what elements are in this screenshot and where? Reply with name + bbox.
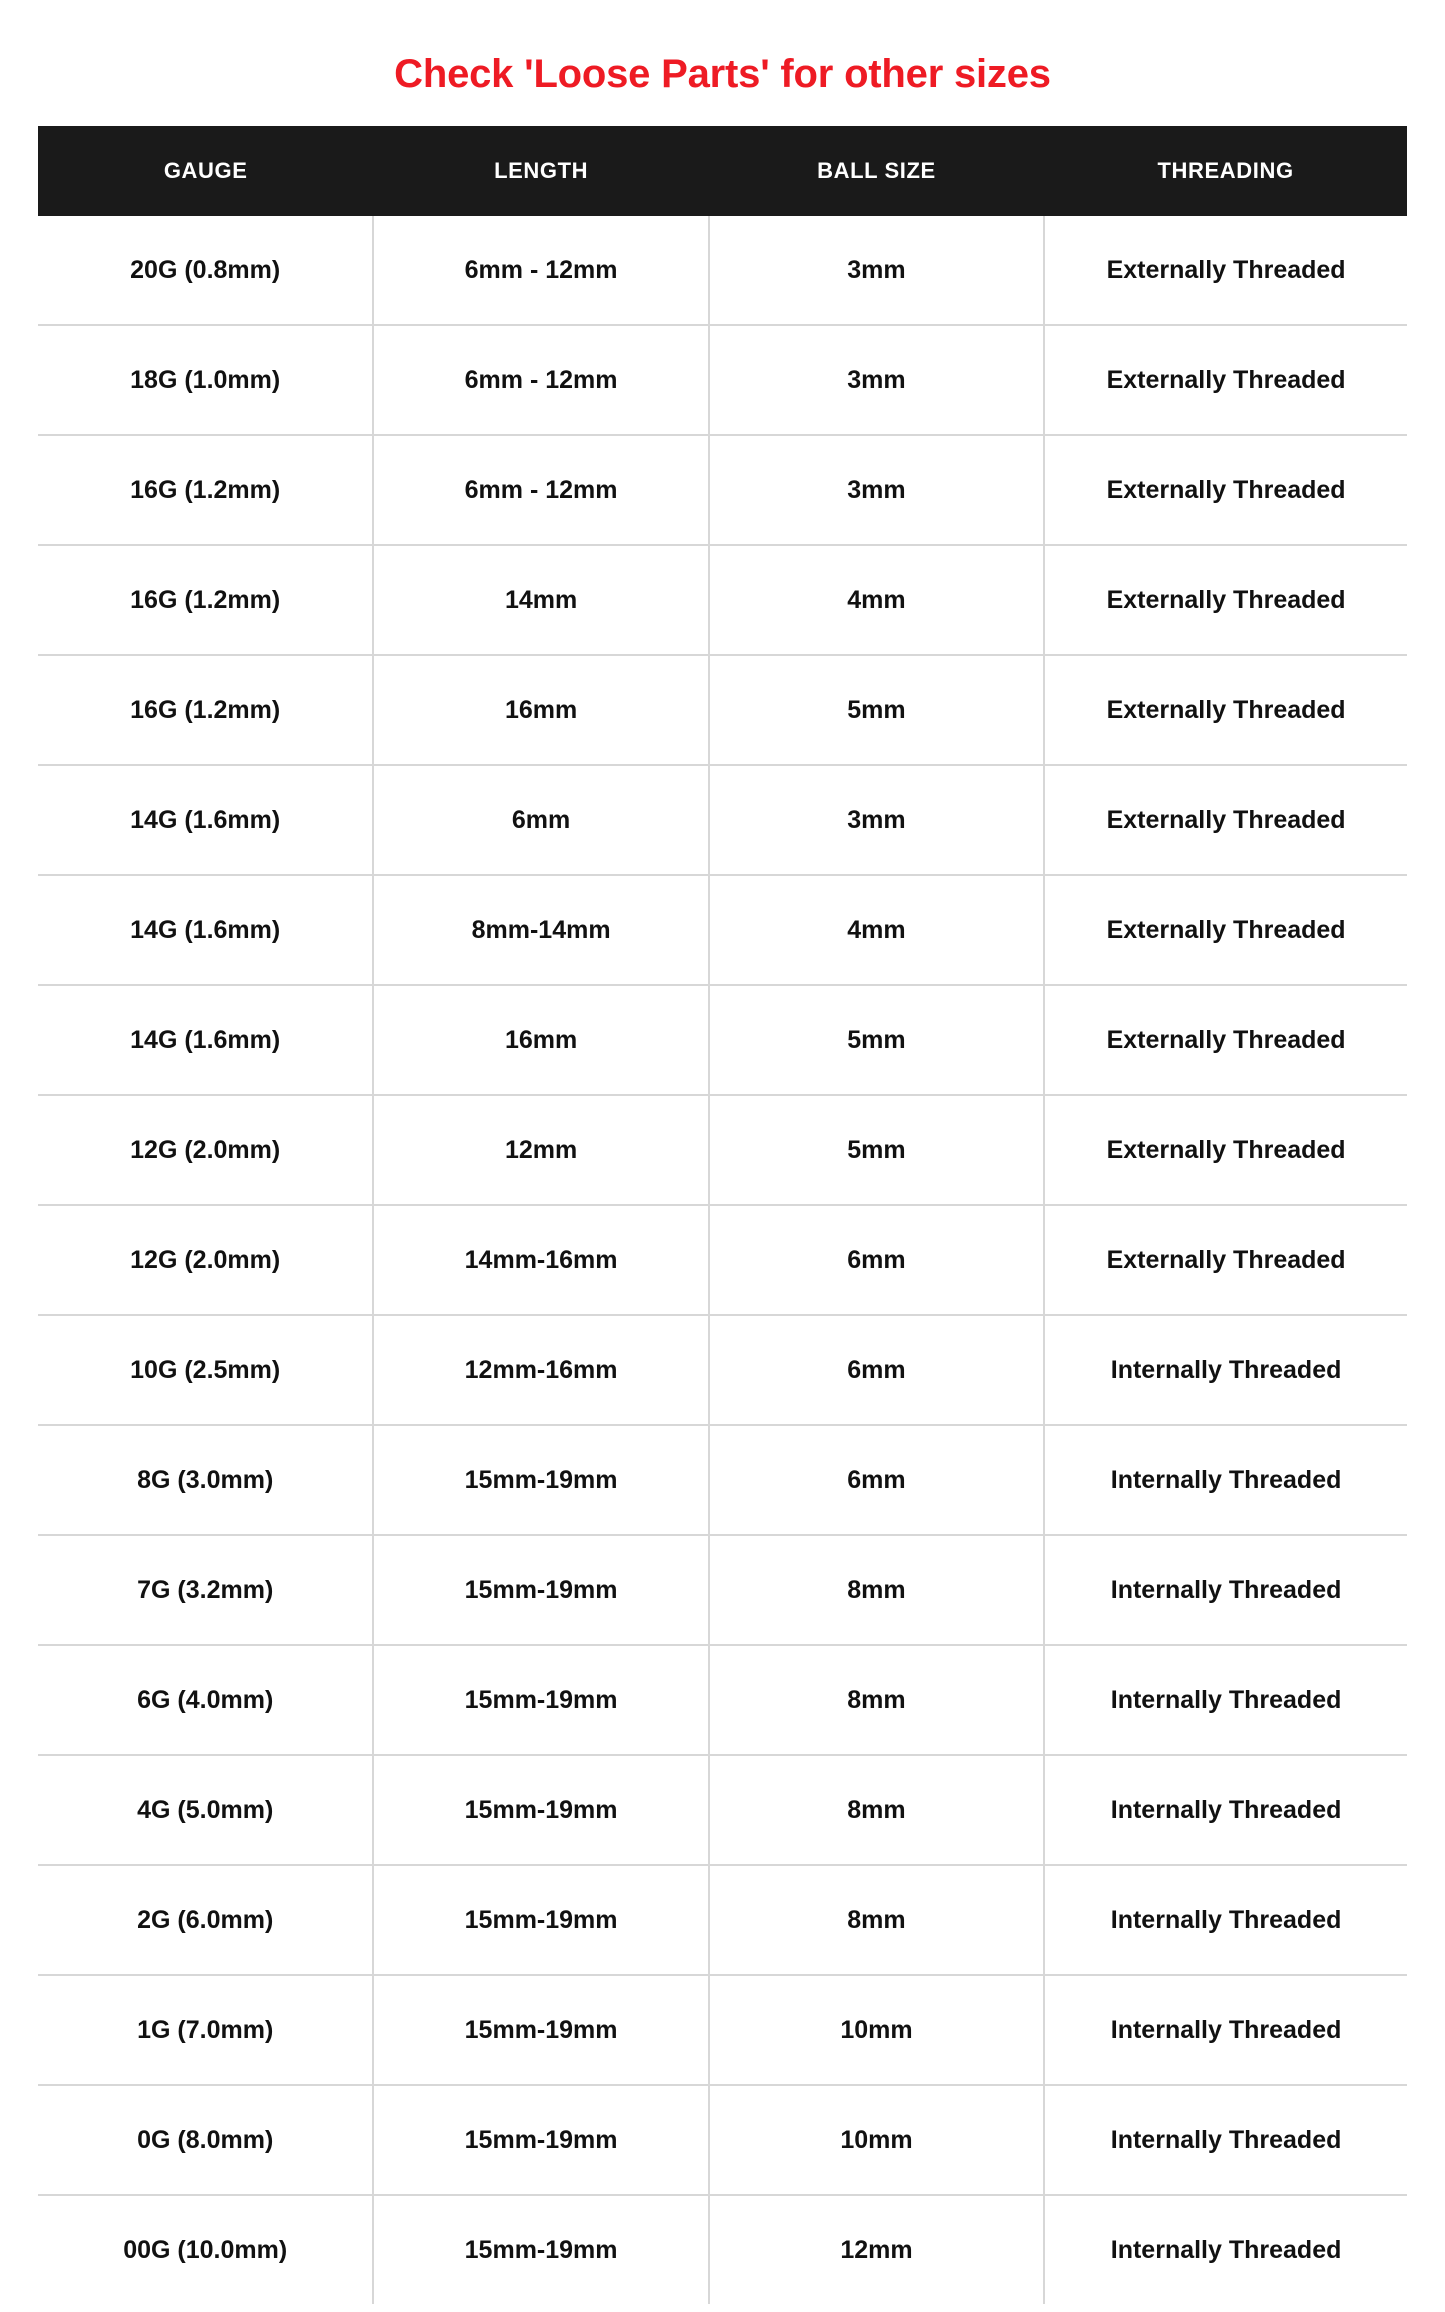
cell-threading: Externally Threaded	[1044, 875, 1407, 985]
cell-length: 15mm-19mm	[373, 1755, 708, 1865]
column-header-length: LENGTH	[373, 126, 708, 216]
cell-length: 15mm-19mm	[373, 1425, 708, 1535]
table-row	[38, 1865, 1407, 1975]
cell-threading: Externally Threaded	[1044, 545, 1407, 655]
cell-ball-size: 3mm	[709, 216, 1044, 325]
cell-length: 6mm - 12mm	[373, 325, 708, 435]
cell-ball-size: 3mm	[709, 325, 1044, 435]
cell-gauge: 16G (1.2mm)	[38, 435, 373, 545]
page-title: Check 'Loose Parts' for other sizes	[394, 52, 1051, 96]
cell-gauge: 1G (7.0mm)	[38, 1975, 373, 2085]
cell-length: 14mm-16mm	[373, 1205, 708, 1315]
cell-ball-size: 3mm	[709, 765, 1044, 875]
table-row	[38, 1755, 1407, 1865]
cell-gauge: 14G (1.6mm)	[38, 765, 373, 875]
cell-ball-size: 6mm	[709, 1425, 1044, 1535]
column-header-gauge: GAUGE	[38, 126, 373, 216]
cell-ball-size: 6mm	[709, 1315, 1044, 1425]
cell-length: 12mm-16mm	[373, 1315, 708, 1425]
table-row	[38, 1095, 1407, 1205]
table-row	[38, 1425, 1407, 1535]
cell-threading: Externally Threaded	[1044, 435, 1407, 545]
table-row	[38, 1975, 1407, 2085]
table-row	[38, 2085, 1407, 2195]
cell-threading: Externally Threaded	[1044, 765, 1407, 875]
table-row	[38, 875, 1407, 985]
column-header-threading: THREADING	[1044, 126, 1407, 216]
cell-gauge: 8G (3.0mm)	[38, 1425, 373, 1535]
cell-ball-size: 8mm	[709, 1865, 1044, 1975]
cell-length: 16mm	[373, 655, 708, 765]
cell-ball-size: 8mm	[709, 1535, 1044, 1645]
cell-ball-size: 12mm	[709, 2195, 1044, 2304]
cell-ball-size: 10mm	[709, 2085, 1044, 2195]
table-row	[38, 1315, 1407, 1425]
cell-threading: Internally Threaded	[1044, 1425, 1407, 1535]
cell-gauge: 6G (4.0mm)	[38, 1645, 373, 1755]
cell-gauge: 14G (1.6mm)	[38, 985, 373, 1095]
cell-threading: Externally Threaded	[1044, 1205, 1407, 1315]
cell-ball-size: 8mm	[709, 1645, 1044, 1755]
table-row	[38, 216, 1407, 325]
cell-ball-size: 4mm	[709, 875, 1044, 985]
cell-gauge: 16G (1.2mm)	[38, 655, 373, 765]
cell-length: 15mm-19mm	[373, 2195, 708, 2304]
cell-threading: Externally Threaded	[1044, 655, 1407, 765]
cell-threading: Internally Threaded	[1044, 1535, 1407, 1645]
cell-gauge: 4G (5.0mm)	[38, 1755, 373, 1865]
cell-gauge: 18G (1.0mm)	[38, 325, 373, 435]
size-chart-table-wrapper	[38, 126, 1407, 2304]
cell-threading: Externally Threaded	[1044, 985, 1407, 1095]
table-row	[38, 765, 1407, 875]
table-row	[38, 2195, 1407, 2304]
cell-gauge: 12G (2.0mm)	[38, 1095, 373, 1205]
cell-length: 15mm-19mm	[373, 1975, 708, 2085]
cell-ball-size: 4mm	[709, 545, 1044, 655]
cell-ball-size: 5mm	[709, 1095, 1044, 1205]
cell-gauge: 10G (2.5mm)	[38, 1315, 373, 1425]
cell-length: 15mm-19mm	[373, 1865, 708, 1975]
cell-threading: Externally Threaded	[1044, 325, 1407, 435]
cell-ball-size: 10mm	[709, 1975, 1044, 2085]
cell-threading: Internally Threaded	[1044, 2195, 1407, 2304]
table-row	[38, 435, 1407, 545]
cell-ball-size: 8mm	[709, 1755, 1044, 1865]
cell-gauge: 7G (3.2mm)	[38, 1535, 373, 1645]
cell-threading: Internally Threaded	[1044, 1865, 1407, 1975]
cell-threading: Internally Threaded	[1044, 1975, 1407, 2085]
table-body	[38, 216, 1407, 2304]
table-header-row	[38, 126, 1407, 216]
cell-length: 6mm - 12mm	[373, 216, 708, 325]
cell-length: 12mm	[373, 1095, 708, 1205]
table-row	[38, 1535, 1407, 1645]
cell-ball-size: 6mm	[709, 1205, 1044, 1315]
cell-ball-size: 5mm	[709, 655, 1044, 765]
cell-threading: Externally Threaded	[1044, 216, 1407, 325]
cell-threading: Externally Threaded	[1044, 1095, 1407, 1205]
cell-length: 14mm	[373, 545, 708, 655]
cell-ball-size: 3mm	[709, 435, 1044, 545]
cell-threading: Internally Threaded	[1044, 1645, 1407, 1755]
cell-gauge: 20G (0.8mm)	[38, 216, 373, 325]
table-row	[38, 985, 1407, 1095]
table-row	[38, 655, 1407, 765]
cell-length: 15mm-19mm	[373, 1535, 708, 1645]
cell-threading: Internally Threaded	[1044, 1315, 1407, 1425]
cell-gauge: 16G (1.2mm)	[38, 545, 373, 655]
table-row	[38, 545, 1407, 655]
cell-gauge: 14G (1.6mm)	[38, 875, 373, 985]
table-row	[38, 1205, 1407, 1315]
cell-length: 6mm	[373, 765, 708, 875]
table-row	[38, 325, 1407, 435]
column-header-ball-size: BALL SIZE	[709, 126, 1044, 216]
table-header	[38, 126, 1407, 216]
cell-gauge: 00G (10.0mm)	[38, 2195, 373, 2304]
cell-length: 15mm-19mm	[373, 2085, 708, 2195]
cell-length: 15mm-19mm	[373, 1645, 708, 1755]
table-row	[38, 1645, 1407, 1755]
cell-ball-size: 5mm	[709, 985, 1044, 1095]
cell-gauge: 0G (8.0mm)	[38, 2085, 373, 2195]
cell-gauge: 2G (6.0mm)	[38, 1865, 373, 1975]
cell-gauge: 12G (2.0mm)	[38, 1205, 373, 1315]
cell-length: 8mm-14mm	[373, 875, 708, 985]
size-chart-table	[38, 126, 1407, 2304]
cell-length: 6mm - 12mm	[373, 435, 708, 545]
cell-threading: Internally Threaded	[1044, 1755, 1407, 1865]
cell-threading: Internally Threaded	[1044, 2085, 1407, 2195]
cell-length: 16mm	[373, 985, 708, 1095]
